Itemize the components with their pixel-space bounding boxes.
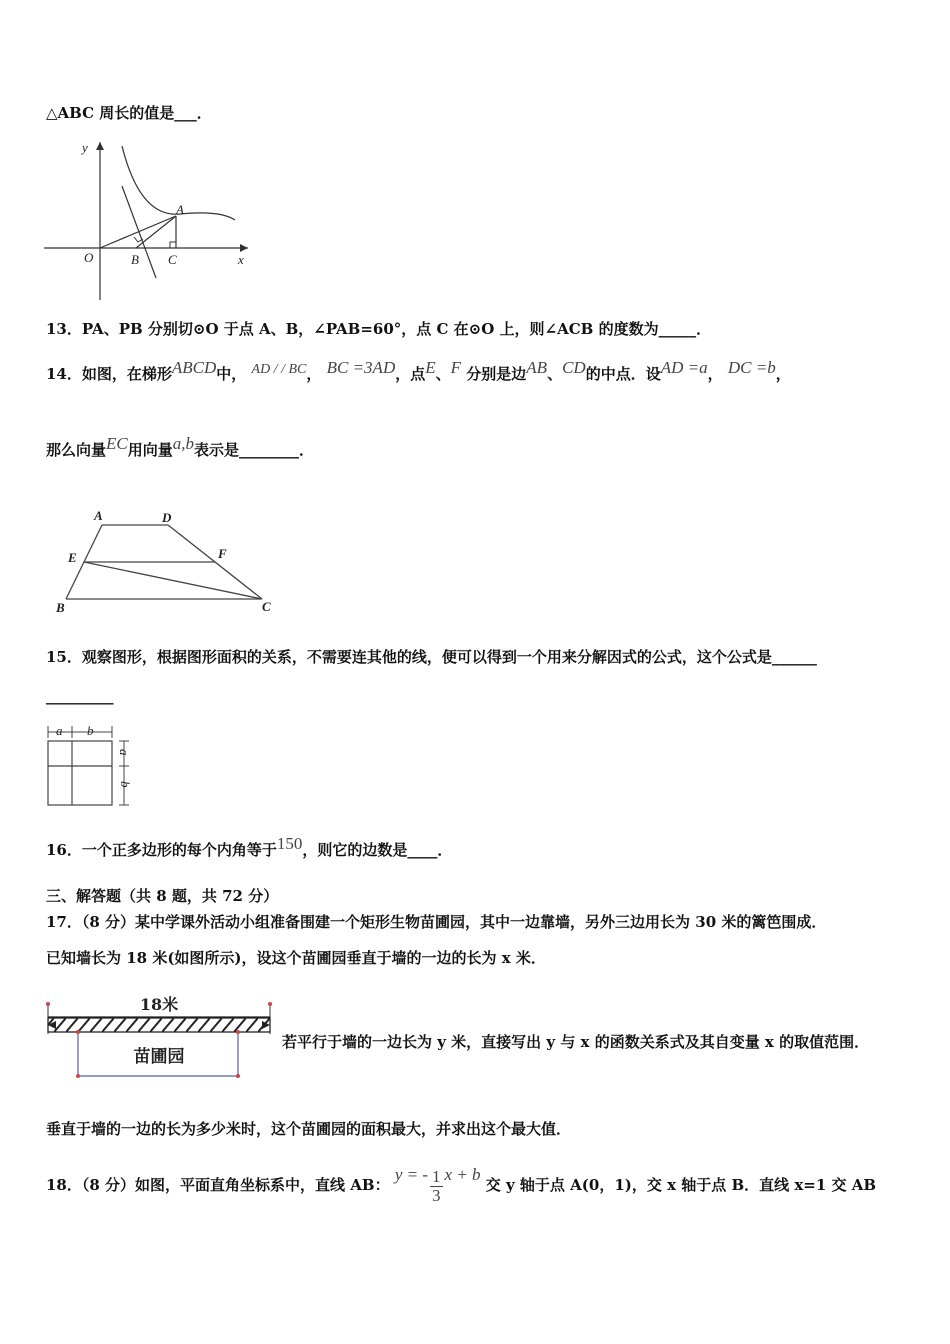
q14-t3: 分别是边 <box>466 365 527 383</box>
fig15-square <box>44 720 139 808</box>
q16-suffix: ，则它的边数是____． <box>302 841 453 859</box>
q16-prefix: 16．一个正多边形的每个内角等于 <box>46 841 277 859</box>
fig15-label-a: a <box>56 723 63 738</box>
q17-line1: 17．（8 分）某中学课外活动小组准备围建一个矩形生物苗圃园，其中一边靠墙，另外三边用长为 30 米的篱笆围成． <box>46 913 827 931</box>
fig15-label-b-side: b <box>118 781 133 788</box>
q14-ab: AB <box>526 358 548 377</box>
q14-comma3: ， <box>775 365 791 383</box>
q16 <box>46 834 453 860</box>
q15-line2: _________ <box>46 687 114 705</box>
q14-t1: 中， <box>216 365 247 383</box>
q18 <box>46 1160 876 1210</box>
q14-f: F <box>450 358 462 377</box>
fig15-label-b: b <box>87 723 94 738</box>
q14-ab-vec: a,b <box>172 434 195 453</box>
fig14-label-c: C <box>262 599 271 614</box>
q14-line1 <box>46 358 791 386</box>
q14-parallel: AD / / BC <box>251 362 307 377</box>
q15-line1: 15．观察图形，根据图形面积的关系，不需要连其他的线，便可以得到一个用来分解因式的公式，这个公式是______ <box>46 648 817 666</box>
q14-sep: 、 <box>435 365 451 383</box>
fig12-graph <box>40 138 255 303</box>
q12-tail: △ABC 周长的值是___． <box>46 104 212 122</box>
fig12-label-a: A <box>176 202 184 217</box>
section-3-heading: 三、解答题（共 8 题，共 72 分） <box>46 887 279 905</box>
q14-t2: ，点 <box>395 365 426 383</box>
q14-l2-prefix: 那么向量 <box>46 441 107 459</box>
q14-bc3ad: BC =3AD <box>326 358 396 377</box>
q14-line2 <box>46 434 315 460</box>
q14-prefix: 14．如图，在梯形 <box>46 365 172 383</box>
q18-eq-left: y = - <box>394 1165 428 1184</box>
fig14-label-b: B <box>56 600 65 615</box>
q14-l2-suffix: 表示是________． <box>194 441 315 459</box>
q14-t4: 的中点．设 <box>585 365 661 383</box>
q14-cd: CD <box>562 358 586 377</box>
q14-comma1: ， <box>306 365 322 383</box>
fig12-label-y: y <box>82 140 88 155</box>
q18-eq-right: x + b <box>444 1165 481 1184</box>
q14-e: E <box>425 358 436 377</box>
q13: 13．PA、PB 分别切⊙O 于点 A、B，∠PAB=60°，点 C 在⊙O 上，则∠ACB 的度数为_____． <box>46 320 712 338</box>
q14-ec: EC <box>106 434 128 453</box>
fig14-label-d: D <box>162 510 172 525</box>
q17-line2: 已知墙长为 18 米(如图所示)，设这个苗圃园垂直于墙的一边的长为 x 米． <box>46 949 546 967</box>
fig12-label-o: O <box>84 250 94 265</box>
fig17-garden <box>42 990 280 1082</box>
q18-fraction-den: 3 <box>432 1185 441 1205</box>
q17-sub1: 若平行于墙的一边长为 y 米，直接写出 y 与 x 的函数关系式及其自变量 x 的取值范围． <box>282 1033 870 1051</box>
fig14-label-f: F <box>218 546 227 561</box>
q14-sep2: 、 <box>547 365 563 383</box>
q16-value: 150 <box>276 834 303 853</box>
fig12-label-b: B <box>131 252 139 267</box>
q14-l2-mid: 用向量 <box>127 441 173 459</box>
fig12-label-x: x <box>238 252 244 267</box>
fig15-label-a-side: a <box>117 749 132 756</box>
fig12-label-c: C <box>168 252 177 267</box>
q14-abcd: ABCD <box>171 358 217 377</box>
q18-fraction-num: 1 <box>432 1166 441 1186</box>
q14-ada: AD =a <box>660 358 708 377</box>
q18-prefix: 18．（8 分）如图，平面直角坐标系中，直线 AB： <box>46 1176 390 1194</box>
fig17-wall-label: 18米 <box>139 995 179 1014</box>
q14-comma2: ， <box>707 365 723 383</box>
fig14-label-e: E <box>68 550 77 565</box>
fig14-trapezoid <box>50 508 280 618</box>
q18-fraction <box>430 1168 443 1205</box>
q17-sub2: 垂直于墙的一边的长为多少米时，这个苗圃园的面积最大，并求出这个最大值． <box>46 1120 572 1138</box>
q14-dcb: DC =b <box>727 358 776 377</box>
fig14-label-a: A <box>94 508 103 523</box>
q18-suffix: 交 y 轴于点 A(0，1)，交 x 轴于点 B．直线 x=1 交 AB <box>485 1176 877 1194</box>
fig17-garden-label: 苗圃园 <box>133 1047 185 1067</box>
